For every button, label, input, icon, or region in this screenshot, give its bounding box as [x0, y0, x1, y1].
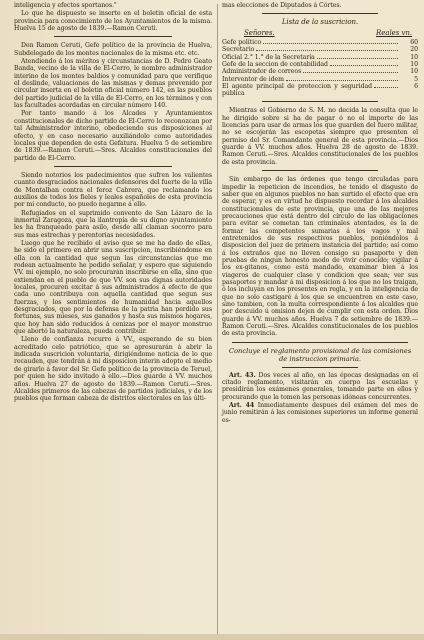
dot-leader — [256, 50, 398, 51]
column-header-amount: Reales vn. — [376, 28, 412, 37]
paragraph: Don Ramon Ceruti, Gefe político de la provincia de Huelva, Subdelegado de los montes nacionales de la misma etc. etc. — [14, 42, 212, 57]
dot-leader — [330, 65, 398, 66]
separator-rule — [232, 342, 408, 343]
article-label: Art. 43. — [229, 371, 256, 379]
article-43 — [222, 372, 418, 401]
column-divider — [217, 4, 218, 634]
decree-title: Concluye el reglamento provisional de las comisiones de instruccion primaria. — [228, 346, 412, 363]
donor-row — [222, 83, 418, 98]
donor-name: Gefe de la seccion de contabilidad — [222, 60, 328, 68]
page-bottom-edge — [0, 634, 424, 640]
paragraph: Atendiendo á los méritos y circunstancias de D. Pedro Geato Banda, vecino de la villa de El-Cerro, le nombro administrador interino de los montes baldios y comunidad para que verifique el deslinde, valuaciones de las mismas y demas prevenido por circular inserta en el boletin oficial número 142, en las pueblos del partido judicial de la villa de El-Cerro, en los términos y con las facultades acordadas en circular número 140. — [14, 58, 212, 110]
separator-rule — [262, 13, 378, 14]
donor-row — [222, 76, 418, 83]
subscription-list-header — [244, 30, 412, 37]
donor-list — [222, 39, 418, 97]
paragraph: Lo que he dispuesto se inserte en el boletin oficial de esta provincia para conocimiento de los Ayuntamientos de la misma. Huelva 15 de agosto de 1839.—Ramon Ceruti. — [14, 10, 212, 33]
paragraph: Luego que he recibido el aviso que se me ha dado de ellas, he sido el primero en abrir una suscripcion, inscribiéndome en ella con la cantidad que segun las circunstancias que me rodean actualmente he podido señalar, y espero que siguiendo VV. mi ejemplo, no solo procurarán inscribirse en ella, sino que extiendan en el pueblo de que VV. son sus dignas autoridades locales, procuren excitar á sus administrados á efecto de que cada uno contribuya con aquella cantidad que segun sus fuerzas, y los sentimientos de humanidad hacia aquellos desgraciados, que por la defensa de la patria han perdido sus fortunas, sus mieses, sus ganados y hasta sus mismos hogares, que hoy han sido reducidos á cenizas por el mayor monstruo que abortó la naturaleza, pueda contribuir. — [14, 239, 212, 336]
paragraph: inteligencia y efectos sportanos." — [14, 2, 117, 9]
separator-rule — [262, 170, 378, 171]
separator-rule — [282, 367, 358, 368]
donor-name: Interventor de idem — [222, 75, 284, 83]
donor-row — [222, 46, 418, 53]
donor-amount: 5 — [414, 75, 418, 83]
column-header-donors: Señores. — [244, 28, 275, 37]
donor-amount: 10 — [410, 60, 418, 68]
right-column — [222, 2, 418, 425]
article-label: Art. 44 — [229, 402, 255, 410]
donor-name: Gefe político — [222, 39, 262, 47]
paragraph: mas elecciones de Diputados á Córtes. — [222, 2, 342, 9]
left-column — [14, 2, 212, 404]
donor-name: Administrador de correos — [222, 68, 302, 76]
article-44 — [222, 402, 418, 424]
dot-leader — [303, 72, 398, 73]
dot-leader — [317, 58, 398, 59]
article-text: Inmediatamente despues del exámen del mes de junio remitirán á las comisiones superiores un informe general es- — [222, 402, 418, 424]
donor-row — [222, 61, 418, 68]
paragraph: Por tanto mando á los Alcades y Ayuntamientos constitucionales de dicho partido de El-Cerro lo reconozcan por tal Administrador interino, obedeciendo sus disposiciones al efecto, y en caso necesario auxiliándolo como autoridades locales que dependen de esta Gefatura. Huelva 5 de setiembre de 1839.—Ramon Ceruti.—Sres. Alcaldes constitucionales del partido de El-Cerro. — [14, 110, 212, 162]
paragraph: Mientras el Gobierno de S. M. no decida la consulta que le he dirigido sobre si ha de pagar ó no el importe de las licencias para usar de armas los que guarden del fuero militar, no se escojerán las escopetas siempre que presenten el permiso del Sr. Comandante general de esta provincia.—Dios guarde á VV. muchos años. Huelva 28 de agosto de 1839. Ramon Ceruti.—Sres. Alcaldes constitucionales de los pueblos de esta provincia. — [222, 107, 418, 166]
donor-name: El agente principal de proteccion y seguridad pública — [222, 82, 372, 98]
paragraph: Lleno de confianza recurro á VV., esperando de su bien acreditado celo patriótico, que se apresurarán á abrir la indicada suscricion voluntaria, dirigiéndome noticia de lo que recauden, que tendrán á mi disposicion interin adopto el medio de girarlo á favor del Sr. Gefe político de la provincia de Teruel, por quien he sido invitado á ello.—Dios guarde á VV. muchos años. Huelva 27 de agosto de 1839.—Ramon Ceruti.—Sres. Alcaldes primeros de las cabezas de partidos judiciales, y de los pueblos que forman cabeza de distritos electorales en las últi- — [14, 336, 212, 403]
dot-leader — [374, 87, 398, 88]
donor-amount: 60 — [410, 39, 418, 47]
separator-rule — [262, 101, 378, 102]
dot-leader — [286, 80, 398, 81]
paragraph: Sin embargo de las órdenes que tengo circuladas para impedir la repeticion de incendios, he tenido el disgusto de saber que en algunos pueblos no han surtido el efecto que era de esperar, y es en virtud he dispuesto recordar á los alcaldes constitucionales de este provincia, que una de las mejores precauciones que está dentro del círculo de las obligaciones para evitar se cometan tan criminales atentados, es la de formar las competentes sumarias á los vagos y mal entretenidos de sus respectivos pueblos, poniéndolos á disposicion del juez de primera instancia del partido; así como á los extraños que no lleven consigo su pasaporte y den pruebas de ningun honesto modo de vivir conocido; vigilar á los ex-gitanos, como está mandado, examinar bien á los viageros de cualquier clase y condicion que sean; ver sus pasaportes y mandar á mi disposicion á los que no los traigan, ó los incluyan en los presentes en regla, y en la inteligencia de que no solo castigaré á los que se encuentren en este caso, sino tambien, con la multa correspondiente á los alcaldes que por descuido ú omision dejen de cumplir con esta orden. Dios guarde á VV. muchos años. Huelva 7 de setiembre de 1839.—Ramon Ceruti.—Sres. Alcaldes constitucionales de los pueblos de esta provincia. — [222, 176, 418, 338]
donor-name: Oficial 2.° 1.° de la Secretaría — [222, 53, 315, 61]
dot-leader — [263, 43, 398, 44]
article-text: Dos veces al año, en las épocas designadas en el citado reglamento, visitarán en cuerpo las escuelas y presidirán los exámenes generales, tomando parte en ellos y procurando que la tomen las personas idóneas concurrentes. — [222, 371, 418, 401]
separator-rule — [54, 36, 172, 37]
donor-row — [222, 54, 418, 61]
separator-rule — [54, 166, 172, 167]
donor-amount: 10 — [410, 53, 418, 61]
donor-amount: 10 — [410, 68, 418, 76]
paragraph: Siendo notorios los padecimientos que sufren los valientes cuanto desgraciados nacionales defensores del fuerte de la villa de Montalban contra el feroz Cabrera, que reclamando los auxilios de todos los fieles y leales españoles de esta provincia por mi conducto, no puedo negarme á ello. — [14, 171, 212, 209]
donor-name: Secretario — [222, 46, 255, 54]
donor-amount: 20 — [410, 46, 418, 54]
donor-amount: 6 — [414, 82, 418, 90]
donor-row — [222, 68, 418, 75]
paragraph: Refugiados en el suprimido convento de San Lázaro de la inmortal Zaragoza, que la ilantropía de su digno ayuntamiento les ha franqueado para asilo, desde allí claman socorro para sus mas estrechas y perentorias necesidades. — [14, 209, 212, 239]
subscription-list-title: Lista de la suscricion. — [281, 18, 359, 27]
donor-row — [222, 39, 418, 46]
